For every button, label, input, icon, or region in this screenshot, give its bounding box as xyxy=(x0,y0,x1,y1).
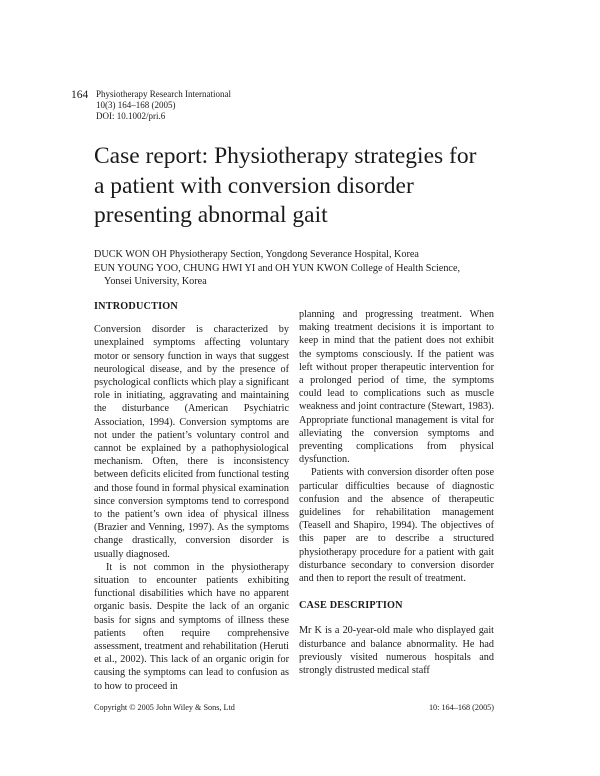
title-line: presenting abnormal gait xyxy=(94,202,328,228)
journal-doi: DOI: 10.1002/pri.6 xyxy=(96,111,166,122)
footer-copyright: Copyright © 2005 John Wiley & Sons, Ltd xyxy=(94,703,235,712)
left-column xyxy=(94,300,289,693)
title-line: Case report: Physiotherapy strategies for xyxy=(94,143,477,169)
body-paragraph-objectives: Patients with conversion disorder often pose particular difficulties because of diagnostic confusion and the absence of therapeutic guidelines for rehabilitation management (Teasell and Shapiro, 1994). The objectives of this paper are to describe a structured physiotherapy procedure for a patient with gait disturbance secondary to conversion disorder and then to report the result of treatment. xyxy=(299,467,494,585)
author-line: Yonsei University, Korea xyxy=(104,276,207,287)
case-description-heading: CASE DESCRIPTION xyxy=(299,600,403,612)
title-line: a patient with conversion disorder xyxy=(94,172,414,199)
right-column xyxy=(299,308,494,677)
author-block xyxy=(94,248,460,289)
author-line: DUCK WON OH Physiotherapy Section, Yongdong Severance Hospital, Korea xyxy=(94,249,419,260)
journal-name: Physiotherapy Research International xyxy=(96,89,231,99)
author-line: EUN YOUNG YOO, CHUNG HWI YI and OH YUN KWON College of Health Science, xyxy=(94,262,461,274)
footer-citation: 10: 164–168 (2005) xyxy=(428,703,494,712)
page-number: 164 xyxy=(71,89,89,101)
introduction-heading: INTRODUCTION xyxy=(94,301,178,312)
intro-paragraph-2: It is not common in the physiotherapy situation to encounter patients exhibiting functional disabilities which have no apparent organic basis. Despite the lack of an organic basis for signs and symptoms of illness these patients often require comprehensive assessment, treatment and rehabilitation (Heruti et al., 2002). This lack of an organic origin for causing the symptoms can lead to confusion as to how to proceed in xyxy=(94,561,289,692)
article-title xyxy=(94,142,534,231)
intro-paragraph-1: Conversion disorder is characterized by unexplained symptoms affecting voluntary motor or sensory function in ways that suggest neurological disease, and by the presence of psychological conflicts which play a significant role in initiating, aggravating and maintaining the disturbance (American Psychiatric Association, 1994). Conversion symptoms are not under the patient’s voluntary control and cannot be explained by a pathophysiological mechanism. Often, there is inconsistency between deficits elicited from functional testing and those found in formal physical examination since conversion symptoms tend to correspond to the patient’s own idea of physical illness (Brazier and Venning, 1997). As the symptoms change drastically, conversion disorder is usually diagnosed. xyxy=(94,324,289,560)
journal-volume: 10(3) 164–168 (2005) xyxy=(96,100,176,111)
body-paragraph-continued: planning and progressing treatment. When making treatment decisions it is important to keep in mind that the patient does not exhibit the symptoms consciously. If the patient was left without proper therapeutic intervention for a prolonged period of time, the symptoms could lead to complications such as muscle weakness and joint contracture (Stewart, 1983). Appropriate functional management is vital for alleviating the conversion symptoms and preventing complications from physical dysfunction. xyxy=(299,309,494,466)
case-paragraph-1: Mr K is a 20-year-old male who displayed gait disturbance and balance abnormality. He had previously visited numerous hospitals and strongly distrusted medical staff xyxy=(299,625,494,677)
journal-info xyxy=(96,89,231,123)
